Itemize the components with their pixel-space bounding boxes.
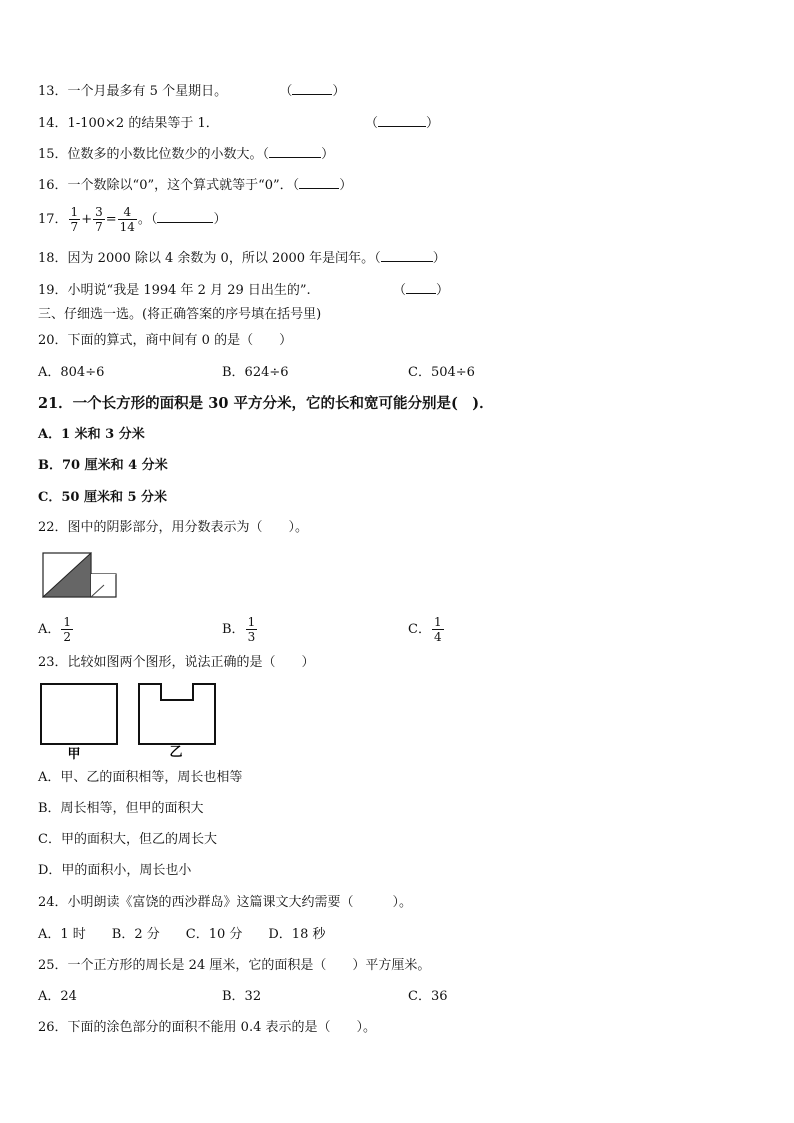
option-b[interactable]: B．32 [222,989,262,1004]
option-a[interactable]: A．804÷6 [38,365,105,380]
answer-paren-open: （ [262,147,270,162]
question-19-text: 19．小明说“我是 1994 年 2 月 29 日出生的”. [38,283,311,298]
question-18 [38,249,446,268]
answer-paren-open: （ [374,251,381,266]
options-row[interactable]: A．1 时 B．2 分 C．10 分 D．18 秒 [38,927,326,942]
section-heading: 三、仔细选一选。(将正确答案的序号填在括号里) [38,307,322,322]
question-15 [38,145,334,164]
fraction [61,615,73,644]
answer-blank-15[interactable] [269,145,321,158]
question-17-number: 17． [38,212,68,227]
fraction-denominator: 4 [433,630,442,644]
question-16 [38,176,352,195]
fraction-numerator: 1 [63,615,72,629]
fraction-1 [69,205,81,234]
answer-paren-close: ） [213,212,227,227]
fraction-numerator: 3 [95,205,103,219]
option-label: A． [38,622,61,637]
answer-paren-close: ） [339,178,353,193]
fraction-denominator: 3 [247,630,256,644]
answer-paren-open: （ [279,84,293,99]
question-17 [38,204,226,236]
option-c[interactable] [408,614,445,646]
option-a[interactable]: A．24 [38,989,77,1004]
answer-blank-13[interactable] [292,82,332,95]
answer-paren-close: ） [321,147,335,162]
figure-yi-notched-shape [139,684,215,744]
fraction-denominator: 7 [70,220,79,234]
equals-sign: = [105,212,117,227]
question-16-text: 16．一个数除以“0”，这个算式就等于“0”． [38,178,293,193]
question-19 [38,281,449,300]
figure-jia-rectangle [41,684,117,744]
question-13-text: 13．一个月最多有 5 个星期日。 [38,84,228,99]
plus-sign: + [81,212,93,227]
answer-blank-14[interactable] [378,114,426,127]
comparison-figures [38,682,223,762]
shaded-shape-figure [42,552,118,598]
question-13 [38,82,345,101]
question-23: 23．比较如图两个图形，说法正确的是（ ） [38,655,315,670]
answer-paren-open: （ [292,178,300,193]
option-label: B． [222,622,245,637]
fraction-numerator: 1 [247,615,256,629]
answer-paren-close: ） [426,116,440,131]
option-c[interactable]: C．甲的面积大，但乙的周长大 [38,832,217,847]
answer-paren-close: ） [332,84,346,99]
fraction-numerator: 1 [433,615,442,629]
question-21: 21．一个长方形的面积是 30 平方分米，它的长和宽可能分别是( )． [38,395,494,412]
question-14 [38,114,439,133]
option-c[interactable]: C．36 [408,989,448,1004]
fraction-denominator: 7 [95,220,103,234]
period: 。 [137,212,151,227]
option-a[interactable] [38,614,74,646]
question-20: 20．下面的算式，商中间有 0 的是（ ） [38,333,293,348]
answer-blank-18[interactable] [381,249,433,262]
option-b[interactable] [222,614,258,646]
question-14-text: 14．1-100×2 的结果等于 1． [38,116,219,131]
question-22: 22．图中的阴影部分，用分数表示为（ ）。 [38,520,309,535]
option-b[interactable]: B．624÷6 [222,365,289,380]
answer-blank-16[interactable] [299,176,339,189]
answer-paren-close: ） [432,251,446,266]
question-26: 26．下面的涂色部分的面积不能用 0.4 表示的是（ ）。 [38,1020,376,1035]
fraction [432,615,444,644]
option-c[interactable]: C．50 厘米和 5 分米 [38,490,168,505]
figure-jia-label: 甲 [67,747,81,762]
answer-paren-close: ） [435,283,449,298]
figure-yi-label: 乙 [169,745,183,760]
option-d[interactable]: D．甲的面积小，周长也小 [38,863,192,878]
question-24: 24．小明朗读《富饶的西沙群岛》这篇课文大约需要（ ）。 [38,895,413,910]
answer-blank-19[interactable] [406,281,436,294]
fraction-numerator: 4 [118,205,137,220]
answer-paren-open: （ [392,283,406,298]
fraction-3 [118,205,137,234]
option-b[interactable]: B．70 厘米和 4 分米 [38,458,168,473]
fraction-numerator: 1 [70,205,79,219]
fraction-denominator: 2 [63,630,72,644]
option-a[interactable]: A．甲、乙的面积相等，周长也相等 [38,770,243,785]
answer-paren-open: （ [150,212,158,227]
option-label: C． [408,622,431,637]
option-b[interactable]: B．周长相等，但甲的面积大 [38,801,204,816]
question-18-text: 18．因为 2000 除以 4 余数为 0，所以 2000 年是闰年。 [38,251,375,266]
answer-paren-open: （ [365,116,379,131]
question-25: 25．一个正方形的周长是 24 厘米，它的面积是（ ）平方厘米。 [38,958,431,973]
option-c[interactable]: C．504÷6 [408,365,475,380]
answer-blank-17[interactable] [157,210,213,223]
fraction [246,615,258,644]
fraction-denominator: 14 [119,220,135,234]
fraction-2 [93,205,105,234]
option-a[interactable]: A．1 米和 3 分米 [38,427,145,442]
question-15-text: 15．位数多的小数比位数少的小数大。 [38,147,263,162]
